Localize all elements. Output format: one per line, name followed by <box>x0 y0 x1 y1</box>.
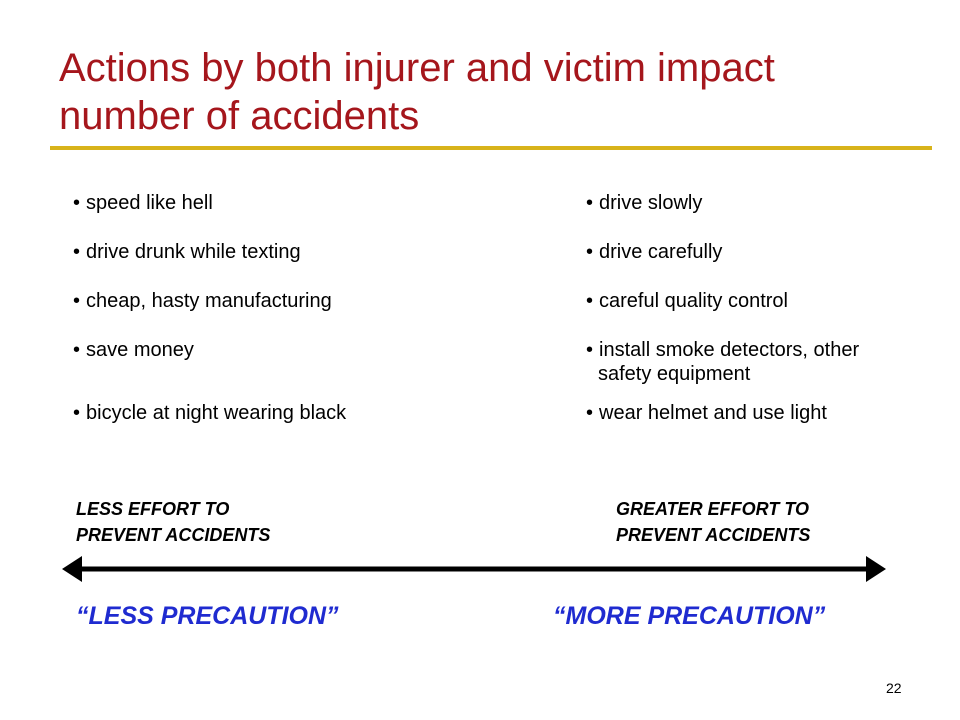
list-item-text: drive slowly <box>599 192 703 214</box>
effort-line: PREVENT ACCIDENTS <box>616 525 811 545</box>
page-number: 22 <box>886 680 902 696</box>
list-item <box>586 338 859 386</box>
less-precaution-label: “LESS PRECAUTION” <box>76 602 339 630</box>
list-item <box>586 289 788 313</box>
effort-line: GREATER EFFORT TO <box>616 499 810 519</box>
list-item <box>586 240 722 264</box>
list-item-text: bicycle at night wearing black <box>86 402 347 424</box>
list-item-text: speed like hell <box>86 192 213 214</box>
bullet-icon: • <box>586 192 594 214</box>
less-effort-label <box>76 496 270 548</box>
list-item <box>586 401 827 425</box>
list-item-text: careful quality control <box>599 290 788 312</box>
bullet-icon: • <box>73 192 81 214</box>
title-line-2: number of accidents <box>59 94 420 138</box>
bullet-icon: • <box>586 290 594 312</box>
bullet-icon: • <box>73 290 81 312</box>
list-item-continuation: safety equipment <box>598 363 751 385</box>
title-underline <box>50 146 932 150</box>
effort-line: LESS EFFORT TO <box>76 499 230 519</box>
list-item <box>73 240 301 264</box>
more-precaution-label: “MORE PRECAUTION” <box>553 602 826 630</box>
bullet-icon: • <box>586 402 594 424</box>
list-item <box>73 289 332 313</box>
double-arrow-icon <box>62 556 886 582</box>
list-item-text: drive carefully <box>599 241 723 263</box>
list-item-text: drive drunk while texting <box>86 241 301 263</box>
bullet-icon: • <box>73 241 81 263</box>
list-item-text: save money <box>86 339 194 361</box>
list-item <box>73 401 346 425</box>
list-item <box>73 191 213 215</box>
bullet-icon: • <box>586 241 594 263</box>
list-item-text: wear helmet and use light <box>599 402 827 424</box>
list-item <box>586 191 702 215</box>
list-item-text: cheap, hasty manufacturing <box>86 290 332 312</box>
slide-title <box>59 44 919 140</box>
bullet-icon: • <box>73 402 81 424</box>
list-item-text: install smoke detectors, other <box>599 339 860 361</box>
list-item <box>73 338 194 362</box>
title-line-1: Actions by both injurer and victim impact <box>59 46 775 90</box>
effort-line: PREVENT ACCIDENTS <box>76 525 271 545</box>
greater-effort-label <box>616 496 810 548</box>
arrow-right-head <box>866 556 886 582</box>
bullet-icon: • <box>73 339 81 361</box>
arrow-left-head <box>62 556 82 582</box>
bullet-icon: • <box>586 339 594 361</box>
